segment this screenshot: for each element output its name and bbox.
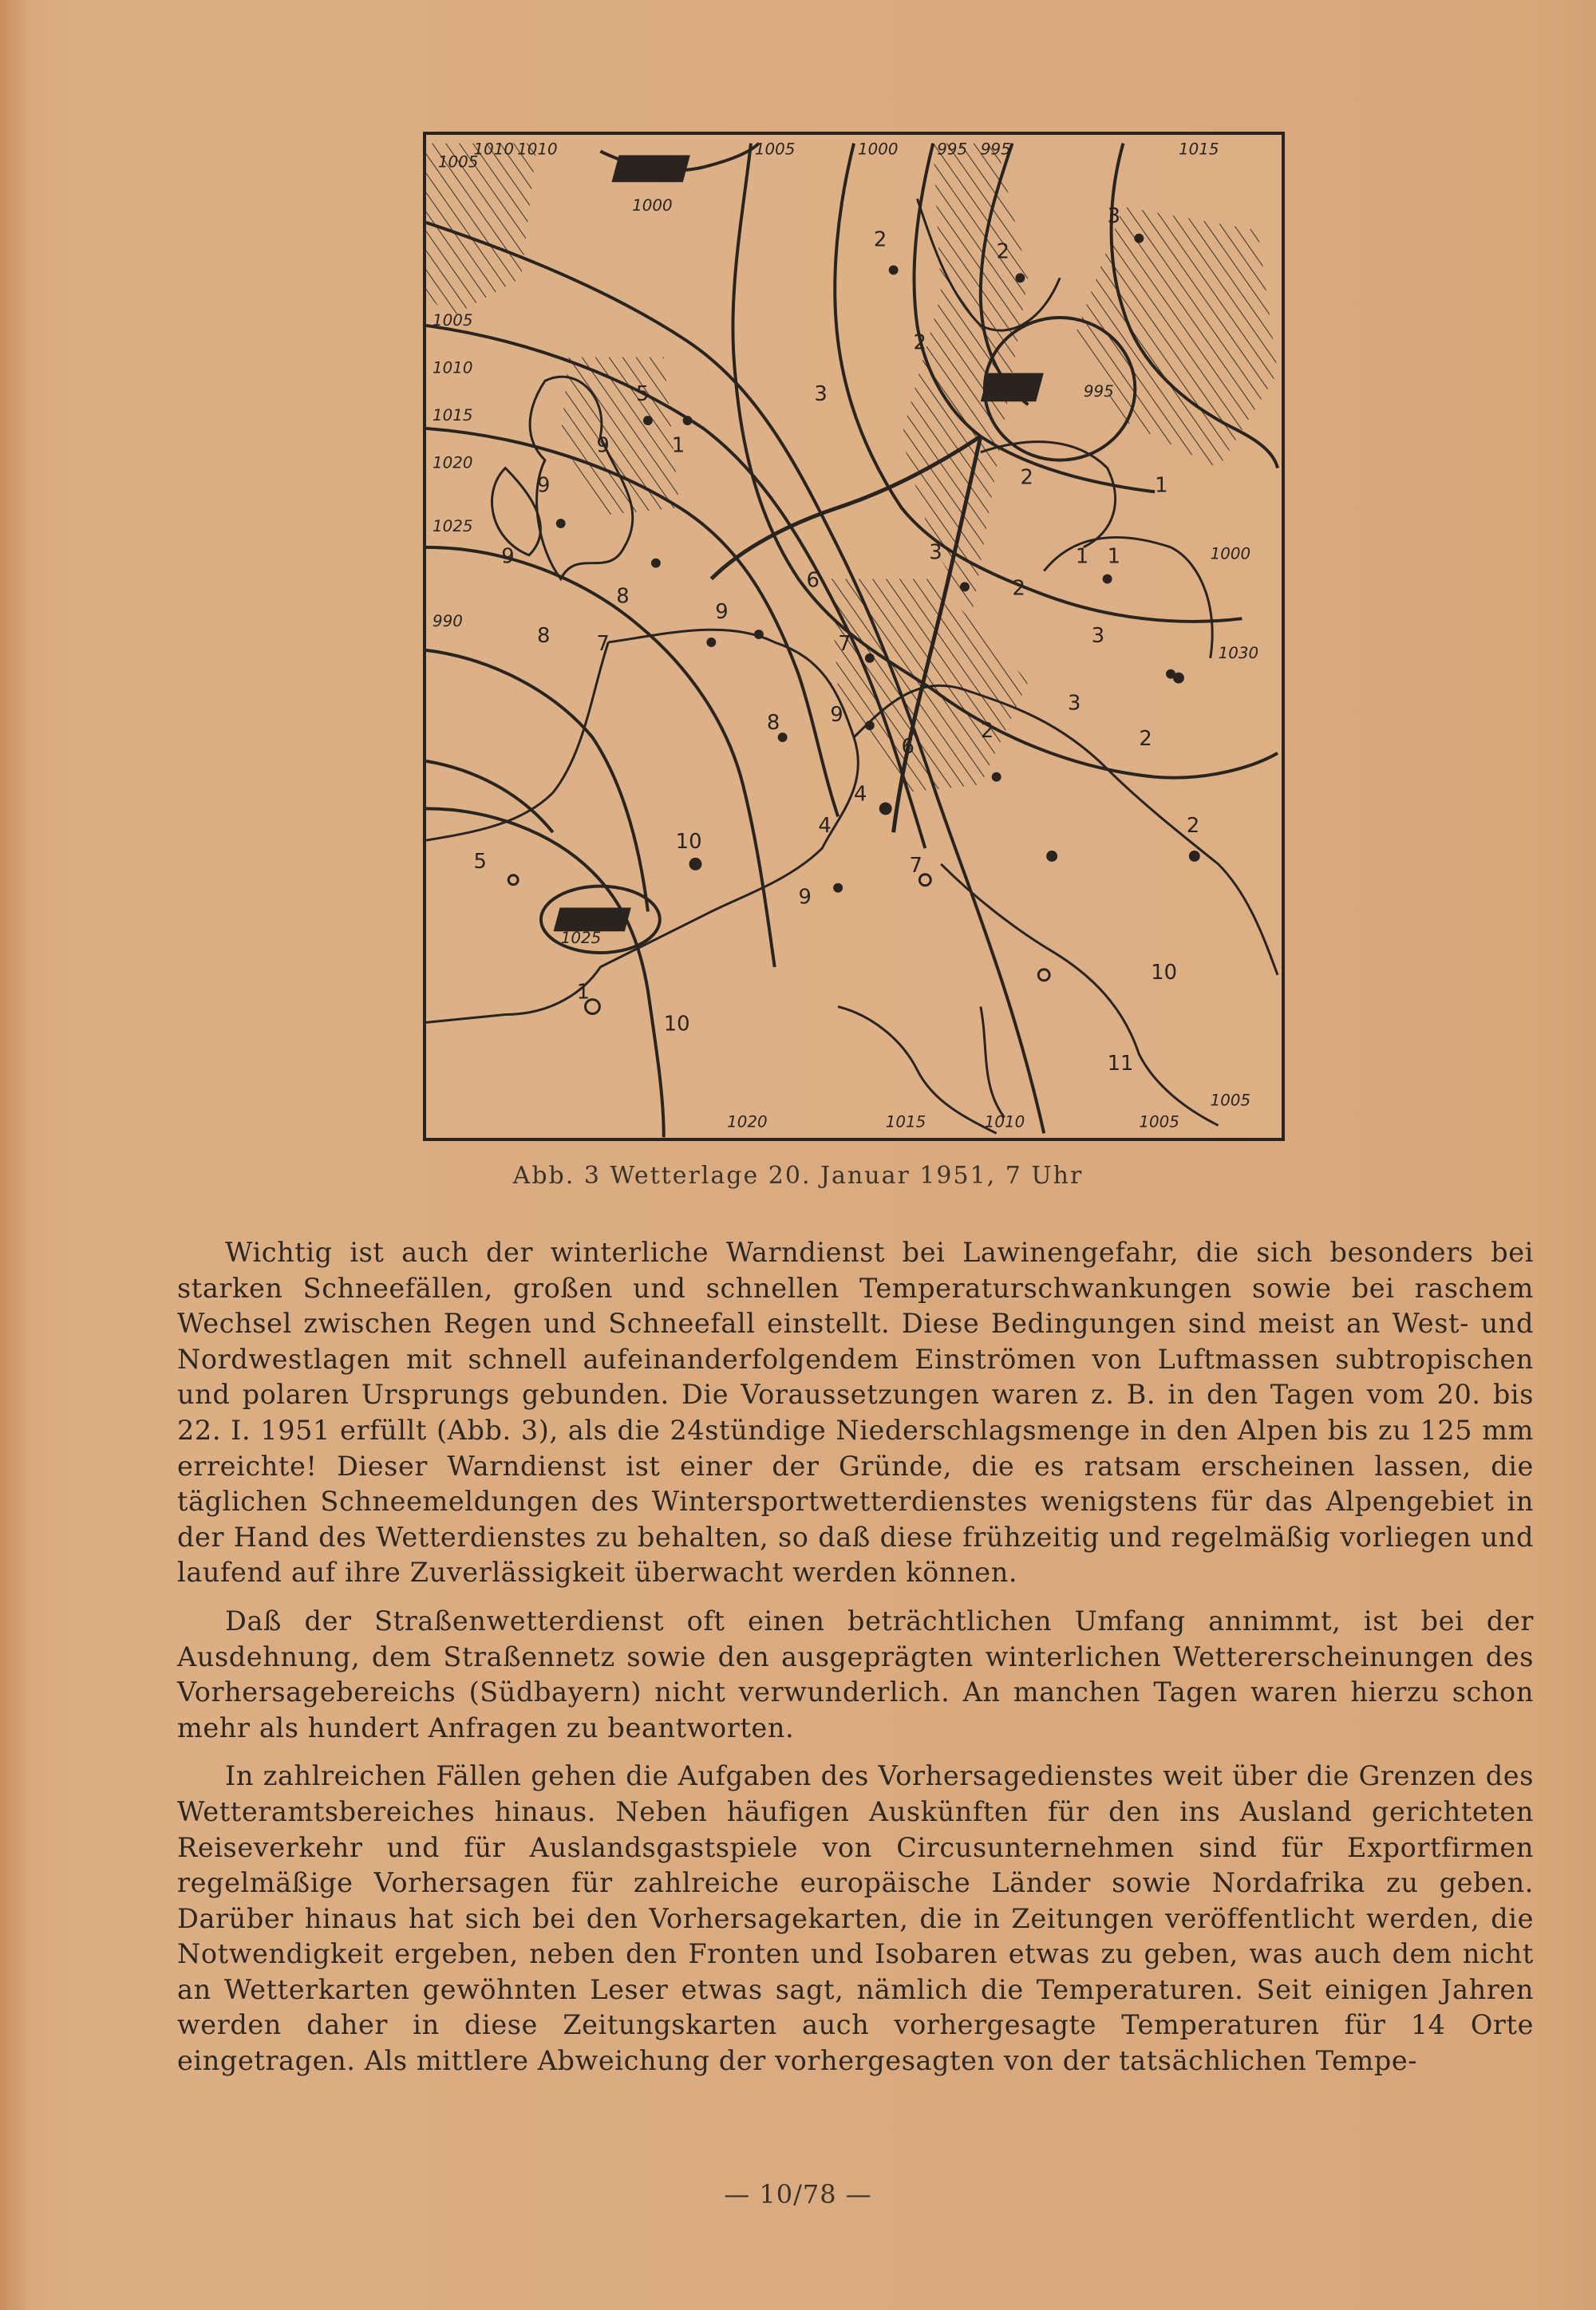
station-value: 1 bbox=[576, 980, 591, 1005]
station-value: 7 bbox=[596, 631, 610, 656]
station-value: 5 bbox=[636, 382, 650, 407]
station-value: 10 bbox=[1151, 960, 1178, 985]
station-value: 9 bbox=[596, 433, 610, 458]
paragraph: Wichtig ist auch der winterliche Warndienst bei Lawinengefahr, die sich besonders bei starken Schneefällen, großen und schnellen Temperaturschwankungen sowie bei raschem Wechsel zwischen Regen und Schneefall einstellt. Diese Bedingungen sind meist an West- und Nordwestlagen mit schnell aufeinanderfolgendem Einströmen von Luftmassen subtropischen und polaren Ursprungs gebunden. Die Voraussetzungen waren z. B. in den Tagen vom 20. bis 22. I. 1951 erfüllt (Abb. 3), als die 24stündige Niederschlagsmenge in den Alpen bis zu 125 mm erreichte! Dieser Warndienst ist einer der Gründe, die es ratsam erscheinen lassen, die täglichen Schneemeldungen des Wintersportwetterdienstes wenigstens für das Alpengebiet in der Hand des Wetterdienstes zu behalten, so daß diese frühzeitig und regelmäßig vorliegen und laufend auf ihre Zuverlässigkeit überwacht werden können. bbox=[177, 1237, 1534, 1589]
paragraph: Daß der Straßenwetterdienst oft einen beträchtlichen Umfang annimmt, ist bei der Ausdehnung, dem Straßennetz sowie den ausgeprägten winterlichen Wettererscheinungen des Vorhersagebereichs (Südbayern) nicht verwunderlich. An manchen Tagen waren hierzu schon mehr als hundert Anfragen zu beantworten. bbox=[177, 1605, 1534, 1743]
isobar-label: 1030 bbox=[1218, 643, 1259, 662]
isobar-label: 1010 bbox=[473, 140, 515, 159]
station-value: 2 bbox=[913, 330, 926, 355]
station-value: 2 bbox=[1020, 465, 1033, 490]
station-value: 2 bbox=[1139, 726, 1152, 751]
isobar-label: 1005 bbox=[437, 152, 479, 172]
station-value: 9 bbox=[830, 703, 843, 728]
isobar-label: 995 bbox=[980, 140, 1011, 159]
station-value: 2 bbox=[1012, 576, 1025, 601]
station-value: 6 bbox=[901, 734, 915, 759]
isobar-label: 1005 bbox=[1139, 1112, 1179, 1131]
body-text bbox=[177, 1235, 1534, 2092]
isobar-label: 1000 bbox=[1210, 544, 1251, 563]
isobar-label: 1000 bbox=[632, 195, 673, 215]
station-value: 2 bbox=[1186, 814, 1200, 839]
isobar-label: 1005 bbox=[432, 310, 473, 330]
isobar-label: 1010 bbox=[517, 140, 558, 159]
paragraph: In zahlreichen Fällen gehen die Aufgaben des Vorhersagedienstes weit über die Grenzen des Wetteramtsbereiches hinaus. Neben häufigen Auskünften für den ins Ausland gerichteten Reiseverkehr und für Auslandsgastspiele von Circusunternehmen sind für Exportfirmen regelmäßige Vorhersagen für zahlreiche europäische Länder sowie Nordafrika zu geben. Darüber hinaus hat sich bei den Vorhersagekarten, die in Zeitungen veröffentlicht werden, die Notwendigkeit ergeben, neben den Fronten und Isobaren etwas zu geben, was auch dem nicht an Wetterkarten gewöhnten Leser etwas sagt, nämlich die Temperaturen. Seit einigen Jahren werden daher in diese Zeitungskarten auch vorhergesagte Temperaturen für 14 Orte eingetragen. Als mittlere Abweichung der vorhergesagten von der tatsächlichen Tempe- bbox=[177, 1760, 1534, 2077]
station-value: 4 bbox=[818, 814, 832, 839]
isobar-label: 1015 bbox=[885, 1112, 926, 1131]
isobar-label: 1015 bbox=[1178, 140, 1219, 159]
station-value: 3 bbox=[1068, 691, 1081, 716]
station-value: 8 bbox=[536, 623, 551, 648]
station-value: 10 bbox=[675, 830, 702, 855]
station-value: 11 bbox=[1107, 1051, 1134, 1076]
station-value: 2 bbox=[996, 239, 1010, 264]
station-value: 2 bbox=[873, 227, 887, 252]
station-value: 1 bbox=[1107, 544, 1121, 569]
isobar-label: 990 bbox=[432, 612, 463, 631]
isobar-label: 1005 bbox=[754, 140, 796, 159]
isobar-label: 995 bbox=[1083, 382, 1114, 401]
station-value: 3 bbox=[1091, 623, 1105, 648]
station-value: 9 bbox=[798, 885, 812, 910]
station-value: 9 bbox=[536, 473, 551, 498]
precip-area-east bbox=[1076, 207, 1278, 468]
isobar-label: 1000 bbox=[857, 140, 899, 159]
station-value: 10 bbox=[663, 1012, 690, 1037]
station-value: 3 bbox=[814, 382, 828, 407]
weather-map bbox=[426, 135, 1282, 1138]
isobar-label: 1015 bbox=[432, 406, 473, 425]
isobar-label: 1010 bbox=[984, 1112, 1025, 1131]
isobar-label: 1020 bbox=[727, 1112, 768, 1131]
station-value: 8 bbox=[766, 711, 780, 736]
station-value: 7 bbox=[909, 853, 922, 878]
station-value: 3 bbox=[929, 540, 942, 565]
station-value: 1 bbox=[1155, 473, 1168, 498]
station-value: 3 bbox=[1107, 203, 1121, 228]
station-value: 4 bbox=[854, 782, 867, 807]
isobar-label: 1010 bbox=[432, 358, 473, 377]
isobar-label: 1025 bbox=[560, 929, 602, 948]
station-value: 6 bbox=[806, 568, 820, 593]
figure-caption: Abb. 3 Wetterlage 20. Januar 1951, 7 Uhr bbox=[512, 1162, 1084, 1190]
station-value: 1 bbox=[671, 433, 685, 458]
station-value: 7 bbox=[838, 631, 851, 656]
station-value: 8 bbox=[616, 584, 630, 609]
station-value: 5 bbox=[473, 849, 487, 874]
station-value: 2 bbox=[980, 719, 994, 744]
weather-map-figure bbox=[423, 132, 1285, 1141]
isobar-label: 1025 bbox=[432, 516, 473, 535]
station-value: 9 bbox=[501, 544, 515, 569]
isobar-label: 1020 bbox=[432, 453, 473, 472]
page-number: — 10/78 — bbox=[724, 2179, 872, 2209]
station-value: 1 bbox=[1075, 544, 1089, 569]
isobar-label: 995 bbox=[937, 140, 968, 159]
station-value: 9 bbox=[715, 600, 729, 625]
isobar-label: 1005 bbox=[1210, 1091, 1251, 1110]
